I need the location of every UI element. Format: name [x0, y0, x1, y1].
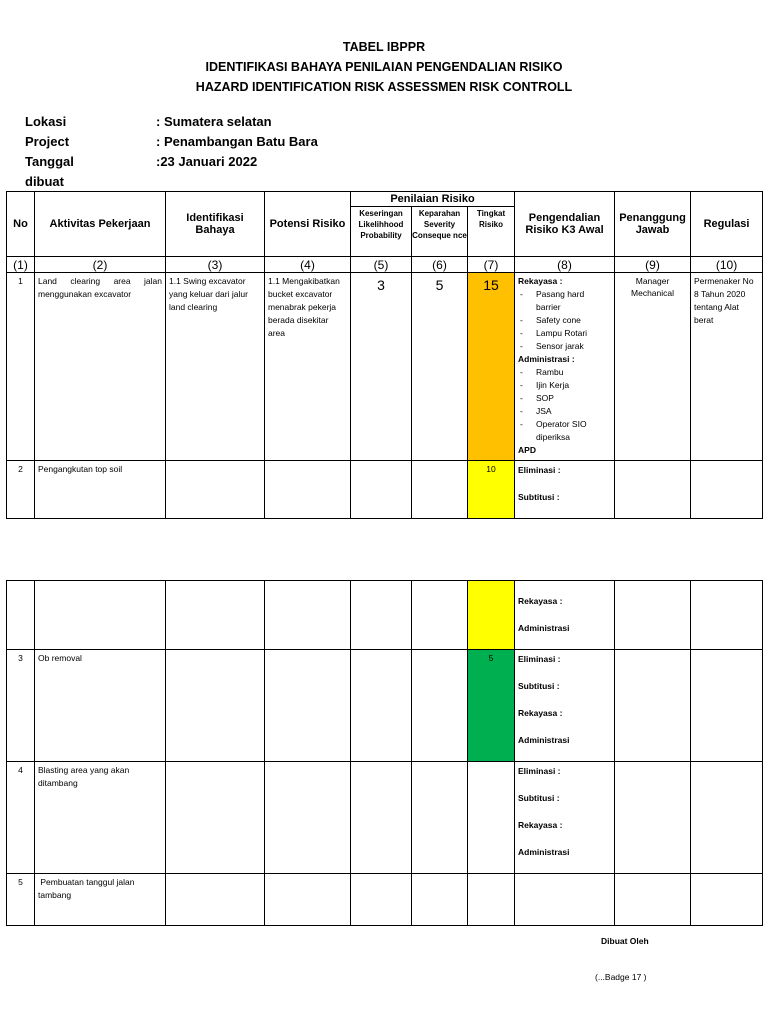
administrasi-list	[518, 366, 611, 444]
table-row	[7, 874, 763, 926]
pengendalian-cell	[515, 273, 615, 461]
meta-value-tanggal: :23 Januari 2022	[156, 154, 258, 169]
regulasi-cell	[691, 650, 763, 762]
header-potensi: Potensi Risiko	[265, 192, 351, 257]
list-item: - Rambu	[518, 366, 611, 379]
keparahan-cell	[412, 762, 468, 874]
document-title	[0, 37, 768, 97]
eliminasi-label: Eliminasi :	[518, 766, 561, 776]
list-item: - Operator SIO diperiksa	[518, 418, 611, 444]
keseringan-cell	[351, 581, 412, 650]
administrasi-label: Administrasi	[518, 623, 570, 633]
aktivitas-cell: Blasting area yang akan ditambang	[35, 762, 166, 874]
header-regulasi: Regulasi	[691, 192, 763, 257]
potensi-cell	[265, 650, 351, 762]
tingkat-risiko-cell	[468, 581, 515, 650]
aktivitas-cell: Land clearing area jalan menggunakan excavator	[35, 273, 166, 461]
potensi-cell	[265, 874, 351, 926]
aktivitas-cell: Ob removal	[35, 650, 166, 762]
index-cell: (6)	[412, 257, 468, 273]
regulasi-cell	[691, 762, 763, 874]
eliminasi-label: Eliminasi :	[518, 465, 561, 475]
keparahan-cell	[412, 461, 468, 519]
tingkat-risiko-cell	[468, 874, 515, 926]
keseringan-value: 3	[351, 273, 412, 461]
keseringan-cell	[351, 762, 412, 874]
header-no: No	[7, 192, 35, 257]
rekayasa-list	[518, 288, 611, 353]
penanggung-cell	[615, 650, 691, 762]
identifikasi-cell	[166, 581, 265, 650]
meta-value-project: : Penambangan Batu Bara	[156, 134, 318, 149]
regulasi-cell: Permenaker No 8 Tahun 2020 tentang Alat berat	[691, 273, 763, 461]
row-number	[7, 581, 35, 650]
regulasi-cell	[691, 581, 763, 650]
row-number: 2	[7, 461, 35, 519]
index-cell: (9)	[615, 257, 691, 273]
keparahan-cell	[412, 874, 468, 926]
keparahan-value: 5	[412, 273, 468, 461]
meta-value-lokasi: : Sumatera selatan	[156, 114, 272, 129]
pengendalian-cell	[515, 650, 615, 762]
identifikasi-cell	[166, 650, 265, 762]
header-identifikasi: Identifikasi Bahaya	[166, 192, 265, 257]
title-line-3: HAZARD IDENTIFICATION RISK ASSESSMEN RISK CONTROLL	[195, 80, 573, 94]
index-cell: (2)	[35, 257, 166, 273]
list-item: - SOP	[518, 392, 611, 405]
aktivitas-cell	[35, 581, 166, 650]
regulasi-cell	[691, 874, 763, 926]
row-number: 3	[7, 650, 35, 762]
list-item: - Sensor jarak	[518, 340, 611, 353]
keseringan-cell	[351, 874, 412, 926]
penanggung-cell: Manager Mechanical	[615, 273, 691, 461]
index-cell: (3)	[166, 257, 265, 273]
index-cell: (10)	[691, 257, 763, 273]
administrasi-title: Administrasi :	[518, 354, 575, 364]
tingkat-risiko-cell	[468, 762, 515, 874]
header-pengendalian: Pengendalian Risiko K3 Awal	[515, 192, 615, 257]
aktivitas-cell: Pembuatan tanggul jalan tambang	[35, 874, 166, 926]
penanggung-cell	[615, 874, 691, 926]
rekayasa-title: Rekayasa :	[518, 276, 563, 286]
index-cell: (7)	[468, 257, 515, 273]
row-number: 5	[7, 874, 35, 926]
identifikasi-cell	[166, 461, 265, 519]
header-penilaian: Penilaian Risiko	[351, 192, 515, 207]
keparahan-cell	[412, 650, 468, 762]
penanggung-cell	[615, 461, 691, 519]
header-keparahan: Keparahan Severity Conseque nce	[412, 207, 468, 257]
identifikasi-cell: 1.1 Swing excavator yang keluar dari jalur land clearing	[166, 273, 265, 461]
identifikasi-cell	[166, 874, 265, 926]
header-aktivitas: Aktivitas Pekerjaan	[35, 192, 166, 257]
keseringan-cell	[351, 650, 412, 762]
row-number: 1	[7, 273, 35, 461]
list-item: - Ijin Kerja	[518, 379, 611, 392]
penanggung-cell	[615, 762, 691, 874]
rekayasa-label: Rekayasa :	[518, 820, 563, 830]
meta-label-project: Project	[25, 134, 70, 149]
ibppr-table-page-1	[6, 191, 763, 519]
rekayasa-label: Rekayasa :	[518, 596, 563, 606]
table-row	[7, 762, 763, 874]
pengendalian-cell	[515, 461, 615, 519]
dibuat-oleh-label: Dibuat Oleh	[601, 936, 649, 946]
table-row	[7, 581, 763, 650]
subtitusi-label: Subtitusi :	[518, 492, 560, 502]
header-tingkat: Tingkat Risiko	[468, 207, 515, 257]
pengendalian-cell	[515, 581, 615, 650]
potensi-cell	[265, 581, 351, 650]
list-item: - Pasang hard barrier	[518, 288, 611, 314]
rekayasa-label: Rekayasa :	[518, 708, 563, 718]
ibppr-table-page-2	[6, 580, 763, 926]
row-number: 4	[7, 762, 35, 874]
index-row	[7, 257, 763, 273]
administrasi-label: Administrasi	[518, 735, 570, 745]
index-cell: (4)	[265, 257, 351, 273]
header-penanggung: Penanggung Jawab	[615, 192, 691, 257]
potensi-cell	[265, 461, 351, 519]
list-item: - Lampu Rotari	[518, 327, 611, 340]
meta-label-tanggal: Tanggal dibuat	[25, 154, 74, 189]
potensi-cell	[265, 762, 351, 874]
list-item: - Safety cone	[518, 314, 611, 327]
keseringan-cell	[351, 461, 412, 519]
index-cell: (5)	[351, 257, 412, 273]
index-cell: (1)	[7, 257, 35, 273]
apd-title: APD	[518, 445, 536, 455]
badge-label: (...Badge 17 )	[595, 972, 647, 982]
tingkat-risiko-value: 5	[468, 650, 515, 762]
subtitusi-label: Subtitusi :	[518, 793, 560, 803]
table-row	[7, 461, 763, 519]
subtitusi-label: Subtitusi :	[518, 681, 560, 691]
keparahan-cell	[412, 581, 468, 650]
penanggung-cell	[615, 581, 691, 650]
header-keseringan: Keseringan Likelihhood Probability	[351, 207, 412, 257]
title-line-1: TABEL IBPPR	[342, 40, 426, 54]
eliminasi-label: Eliminasi :	[518, 654, 561, 664]
title-line-2: IDENTIFIKASI BAHAYA PENILAIAN PENGENDALIAN RISIKO	[205, 60, 563, 74]
aktivitas-cell: Pengangkutan top soil	[35, 461, 166, 519]
table-row	[7, 273, 763, 461]
administrasi-label: Administrasi	[518, 847, 570, 857]
potensi-cell: 1.1 Mengakibatkan bucket excavator menabrak pekerja berada disekitar area	[265, 273, 351, 461]
pengendalian-cell	[515, 762, 615, 874]
index-cell: (8)	[515, 257, 615, 273]
identifikasi-cell	[166, 762, 265, 874]
tingkat-risiko-value: 15	[468, 273, 515, 461]
table-row	[7, 650, 763, 762]
pengendalian-cell	[515, 874, 615, 926]
meta-label-lokasi: Lokasi	[25, 114, 67, 129]
list-item: - JSA	[518, 405, 611, 418]
tingkat-risiko-value: 10	[468, 461, 515, 519]
regulasi-cell	[691, 461, 763, 519]
